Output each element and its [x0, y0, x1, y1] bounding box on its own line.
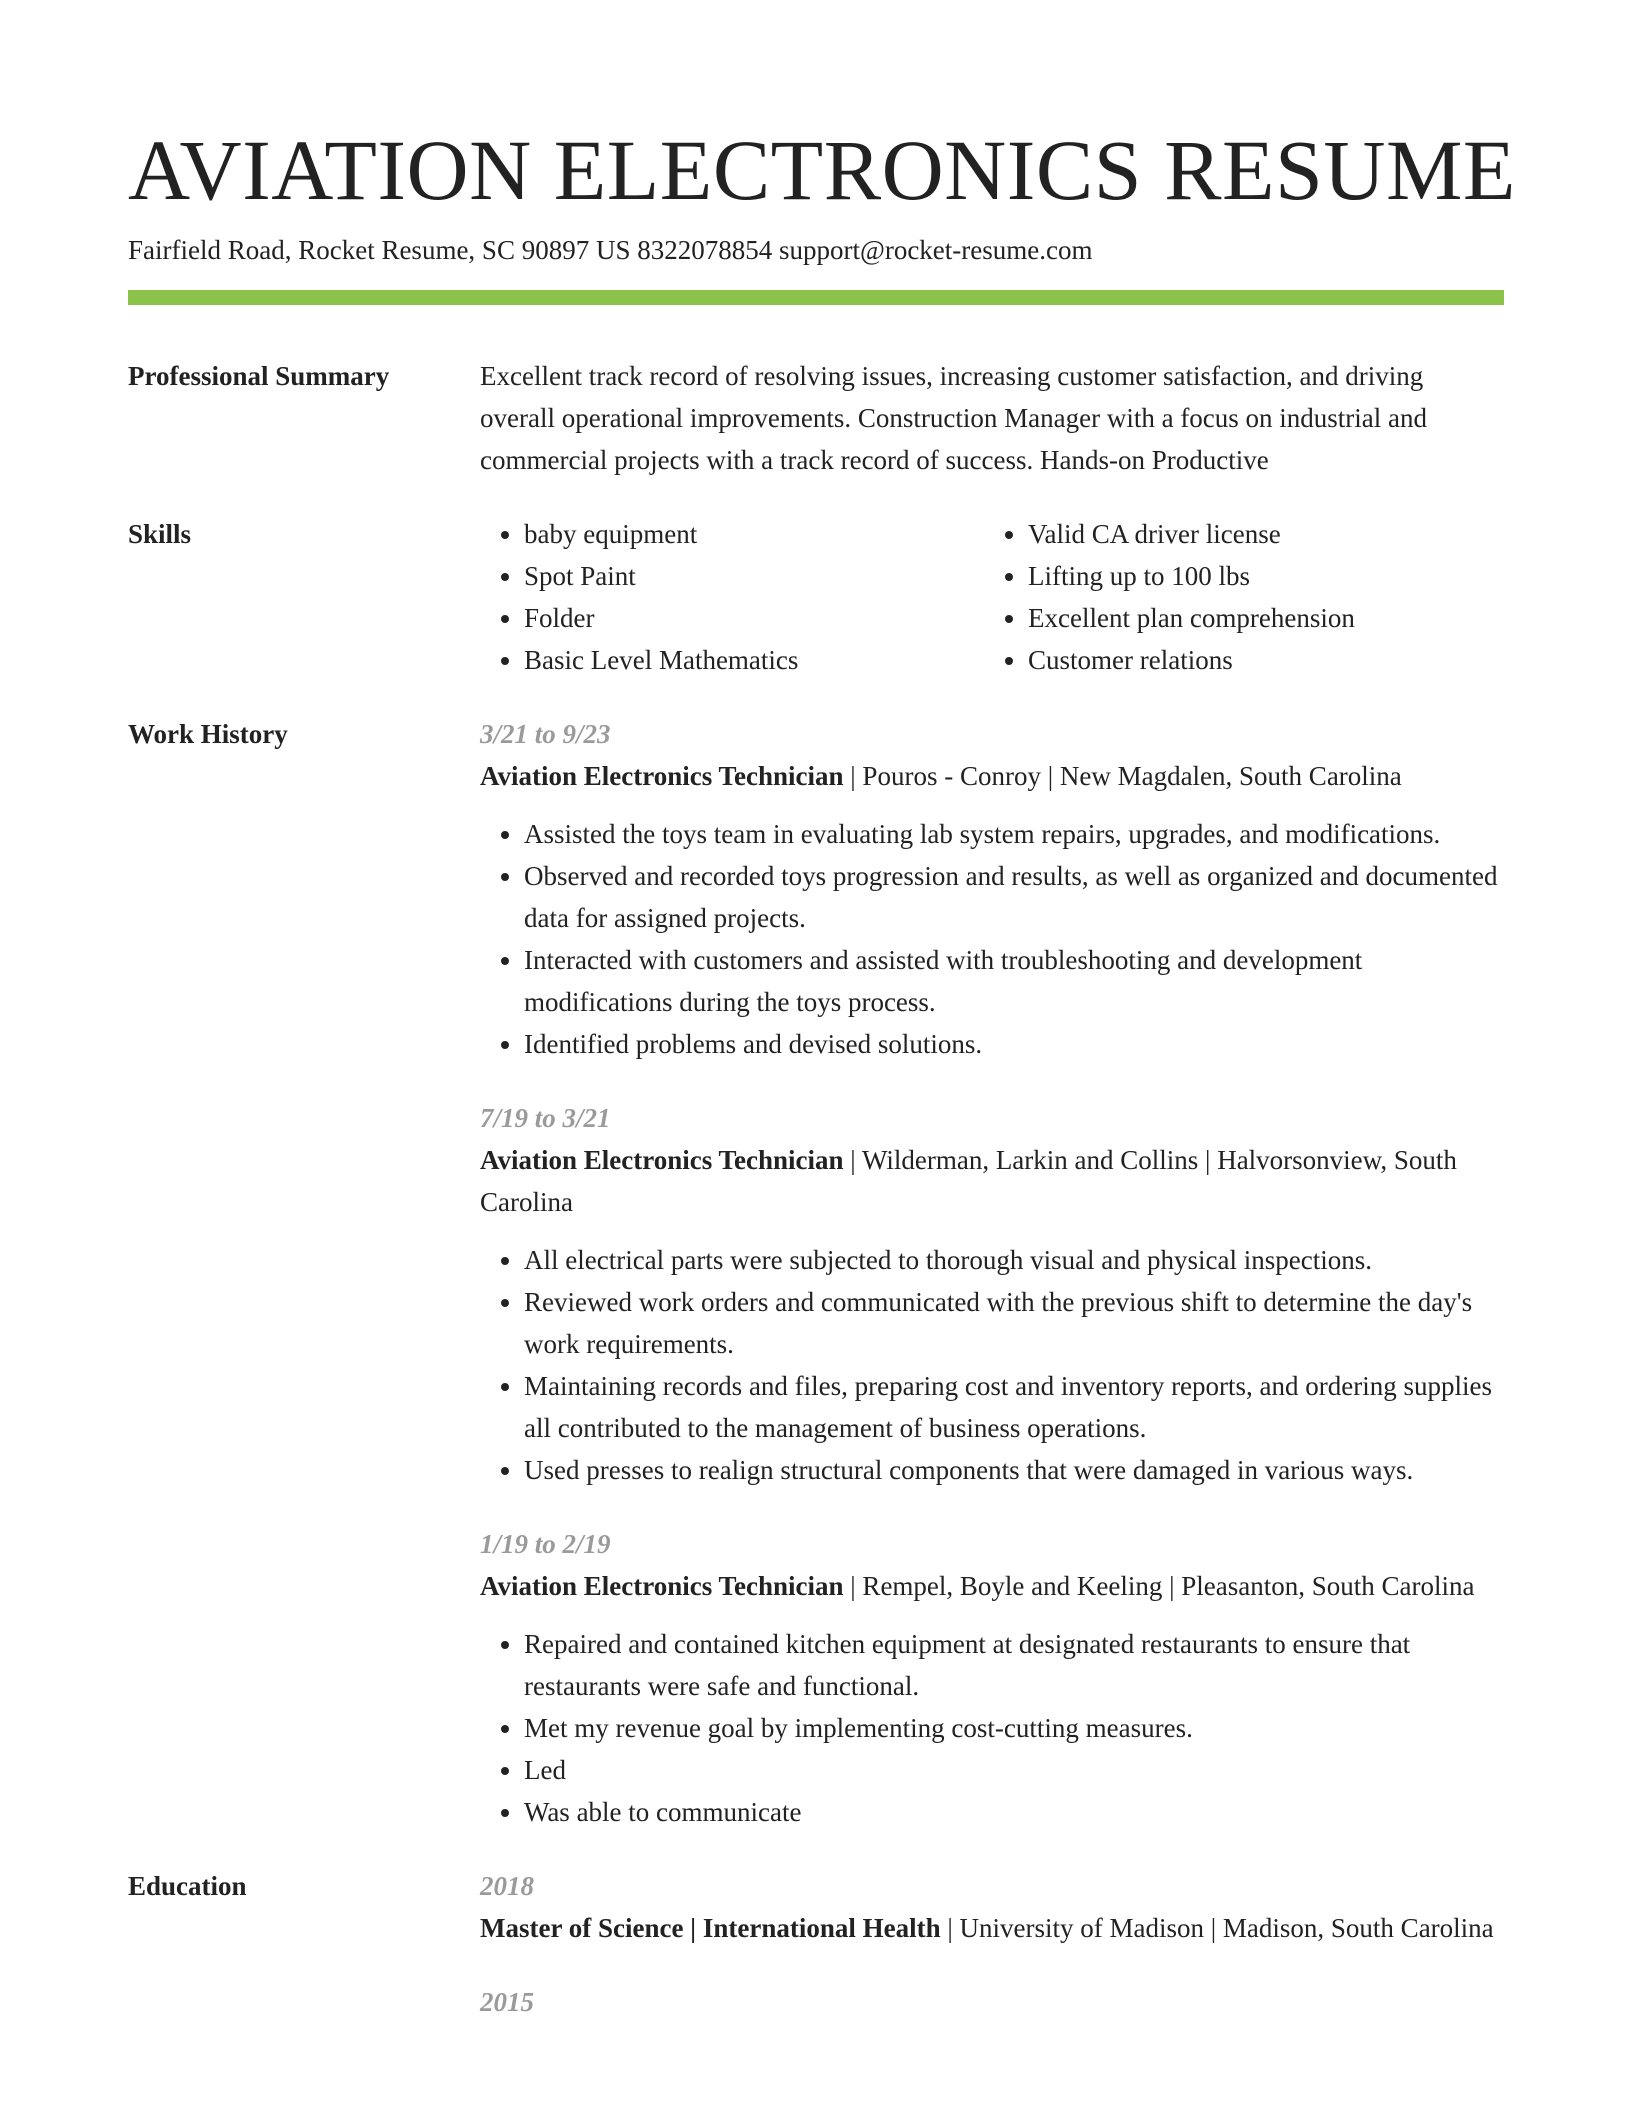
- job-heading: [480, 755, 1504, 797]
- job-bullets: [480, 1239, 1504, 1491]
- job-details: | Pouros - Conroy | New Magdalen, South Carolina: [843, 761, 1402, 791]
- job-bullet: • Repaired and contained kitchen equipment at designated restaurants to ensure that restaurants were safe and functional.: [524, 1623, 1504, 1707]
- skill-item: • Lifting up to 100 lbs: [1028, 555, 1488, 597]
- education-section: [128, 1865, 1504, 2055]
- summary-text: Excellent track record of resolving issues, increasing customer satisfaction, and driving overall operational improvements. Construction Manager with a focus on industrial and commercial projects with a track record of success. Hands-on Productive: [480, 361, 1428, 475]
- section-label-summary: Professional Summary: [128, 361, 390, 391]
- job-bullet: • Observed and recorded toys progression and results, as well as organized and documented data for assigned projects.: [524, 855, 1504, 939]
- job-details: | Rempel, Boyle and Keeling | Pleasanton, South Carolina: [843, 1571, 1475, 1601]
- job-bullet: • Led: [524, 1749, 1504, 1791]
- job-bullet: • All electrical parts were subjected to thorough visual and physical inspections.: [524, 1239, 1504, 1281]
- skills-column-right: [984, 513, 1488, 681]
- job-bullet: • Maintaining records and files, preparing cost and inventory reports, and ordering supplies all contributed to the management of business operations.: [524, 1365, 1504, 1449]
- skill-item: • Customer relations: [1028, 639, 1488, 681]
- section-label-skills: Skills: [128, 519, 192, 549]
- job-entry: [480, 713, 1504, 1065]
- education-degree: Master of Science | International Health: [480, 1913, 941, 1943]
- skill-item: • Excellent plan comprehension: [1028, 597, 1488, 639]
- job-bullet: • Assisted the toys team in evaluating lab system repairs, upgrades, and modifications.: [524, 813, 1504, 855]
- job-bullet: • Met my revenue goal by implementing cost-cutting measures.: [524, 1707, 1504, 1749]
- job-bullet: • Reviewed work orders and communicated with the previous shift to determine the day's work requirements.: [524, 1281, 1504, 1365]
- skills-grid: [480, 513, 1504, 681]
- job-title: Aviation Electronics Technician: [480, 1571, 844, 1601]
- education-details: | University of Madison | Madison, South Carolina: [940, 1913, 1494, 1943]
- section-label-education: Education: [128, 1871, 247, 1901]
- job-bullets: [480, 1623, 1504, 1833]
- work-history-section: [128, 713, 1504, 1865]
- job-date: 3/21 to 9/23: [480, 719, 611, 749]
- job-date: 1/19 to 2/19: [480, 1529, 611, 1559]
- header-divider: [128, 290, 1504, 305]
- job-title: Aviation Electronics Technician: [480, 1145, 844, 1175]
- job-bullet: • Was able to communicate: [524, 1791, 1504, 1833]
- job-heading: [480, 1565, 1504, 1607]
- job-bullet: • Used presses to realign structural components that were damaged in various ways.: [524, 1449, 1504, 1491]
- skill-item: • Folder: [524, 597, 984, 639]
- education-date: 2015: [480, 1987, 534, 2017]
- summary-body: [480, 355, 1504, 481]
- skill-item: • Valid CA driver license: [1028, 513, 1488, 555]
- job-entry: [480, 1097, 1504, 1491]
- professional-summary-section: [128, 355, 1504, 481]
- job-entry: [480, 1523, 1504, 1833]
- contact-line: Fairfield Road, Rocket Resume, SC 90897 US 8322078854 support@rocket-resume.com: [128, 235, 1093, 265]
- job-bullets: [480, 813, 1504, 1065]
- skill-item: • baby equipment: [524, 513, 984, 555]
- skills-column-left: [480, 513, 984, 681]
- skills-body: [480, 513, 1504, 681]
- skill-item: • Spot Paint: [524, 555, 984, 597]
- education-date: 2018: [480, 1871, 534, 1901]
- skills-section: [128, 513, 1504, 681]
- job-bullet: • Identified problems and devised solutions.: [524, 1023, 1504, 1065]
- job-title: Aviation Electronics Technician: [480, 761, 844, 791]
- job-bullet: • Interacted with customers and assisted with troubleshooting and development modifications during the toys process.: [524, 939, 1504, 1023]
- job-details: | Wilderman, Larkin and Collins | Halvorsonview, South Carolina: [480, 1145, 1457, 1217]
- education-heading: [480, 1907, 1504, 1949]
- skill-item: • Basic Level Mathematics: [524, 639, 984, 681]
- job-heading: [480, 1139, 1504, 1223]
- section-label-work: Work History: [128, 719, 288, 749]
- job-date: 7/19 to 3/21: [480, 1103, 611, 1133]
- education-entry: [480, 1865, 1504, 1949]
- resume-title: AVIATION ELECTRONICS RESUME: [128, 122, 1516, 218]
- resume-page: [128, 0, 1516, 2055]
- education-body: [480, 1865, 1504, 2055]
- education-entry: [480, 1981, 1504, 2023]
- work-body: [480, 713, 1504, 1865]
